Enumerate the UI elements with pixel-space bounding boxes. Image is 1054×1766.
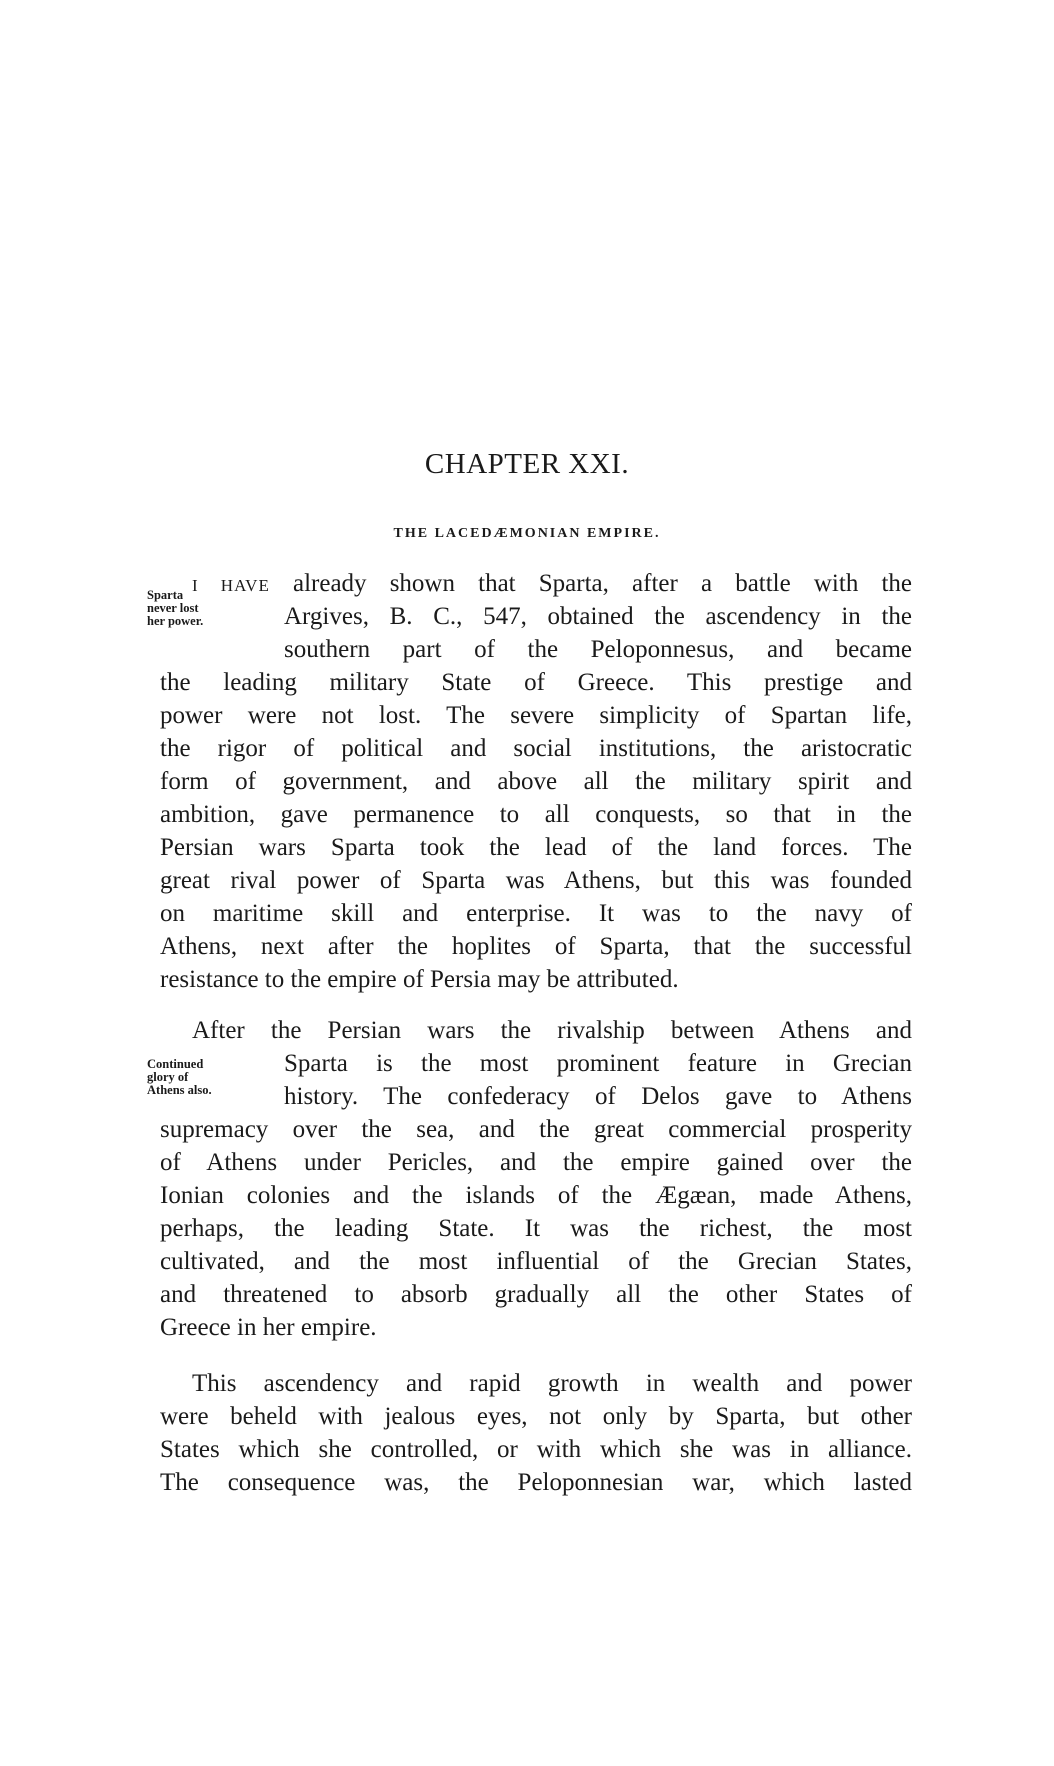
side-note-line: Continued xyxy=(147,1057,204,1071)
text-line: of Athens under Pericles, and the empire gained over the xyxy=(160,1149,912,1176)
side-note-line: Sparta xyxy=(147,588,184,602)
side-note-line: her power. xyxy=(147,614,204,628)
text-line: The consequence was, the Peloponnesian war, which lasted xyxy=(160,1469,912,1496)
text-line: and threatened to absorb gradually all the other States of xyxy=(160,1281,912,1308)
text-line: Sparta is the most prominent feature in Grecian xyxy=(284,1050,912,1077)
text-line: southern part of the Peloponnesus, and became xyxy=(284,636,912,663)
text-line: perhaps, the leading State. It was the richest, the most xyxy=(160,1215,912,1242)
text-line: Greece in her empire. xyxy=(160,1314,377,1341)
text-line: Ionian colonies and the islands of the Ægæan, made Athens, xyxy=(160,1182,912,1209)
text-line: form of government, and above all the military spirit and xyxy=(160,768,912,795)
text-line: the rigor of political and social institutions, the aristocratic xyxy=(160,735,912,762)
chapter-title: CHAPTER XXI. xyxy=(424,448,630,480)
text-line: Persian wars Sparta took the lead of the land forces. The xyxy=(160,834,912,861)
text-line: resistance to the empire of Persia may be attributed. xyxy=(160,966,679,993)
text-line: Athens, next after the hoplites of Sparta, that the successful xyxy=(160,933,912,960)
text-line: great rival power of Sparta was Athens, but this was founded xyxy=(160,867,912,894)
text-line: States which she controlled, or with which she was in alliance. xyxy=(160,1436,912,1463)
text-line: were beheld with jealous eyes, not only by Sparta, but other xyxy=(160,1403,912,1430)
side-note-line: never lost xyxy=(147,601,199,615)
text-line: cultivated, and the most influential of the Grecian States, xyxy=(160,1248,912,1275)
text-line: ambition, gave permanence to all conquests, so that in the xyxy=(160,801,912,828)
text-line: After the Persian wars the rivalship between Athens and xyxy=(192,1017,912,1044)
text-line: on maritime skill and enterprise. It was to the navy of xyxy=(160,900,912,927)
text-line: history. The confederacy of Delos gave to Athens xyxy=(284,1083,912,1110)
side-note-line: Athens also. xyxy=(147,1083,212,1097)
text-line: the leading military State of Greece. This prestige and xyxy=(160,669,912,696)
text-line-rest: already shown that Sparta, after a battle with the xyxy=(269,570,913,597)
text-line xyxy=(192,566,912,602)
chapter-subtitle: THE LACEDÆMONIAN EMPIRE. xyxy=(393,526,661,541)
text-line: power were not lost. The severe simplicity of Spartan life, xyxy=(160,702,912,729)
text-line: Argives, B. C., 547, obtained the ascendency in the xyxy=(284,603,912,630)
text-line: This ascendency and rapid growth in wealth and power xyxy=(192,1370,912,1397)
text-line: supremacy over the sea, and the great commercial prosperity xyxy=(160,1116,912,1143)
lead-smallcaps: I HAVE xyxy=(192,576,270,595)
side-note-line: glory of xyxy=(147,1070,189,1084)
